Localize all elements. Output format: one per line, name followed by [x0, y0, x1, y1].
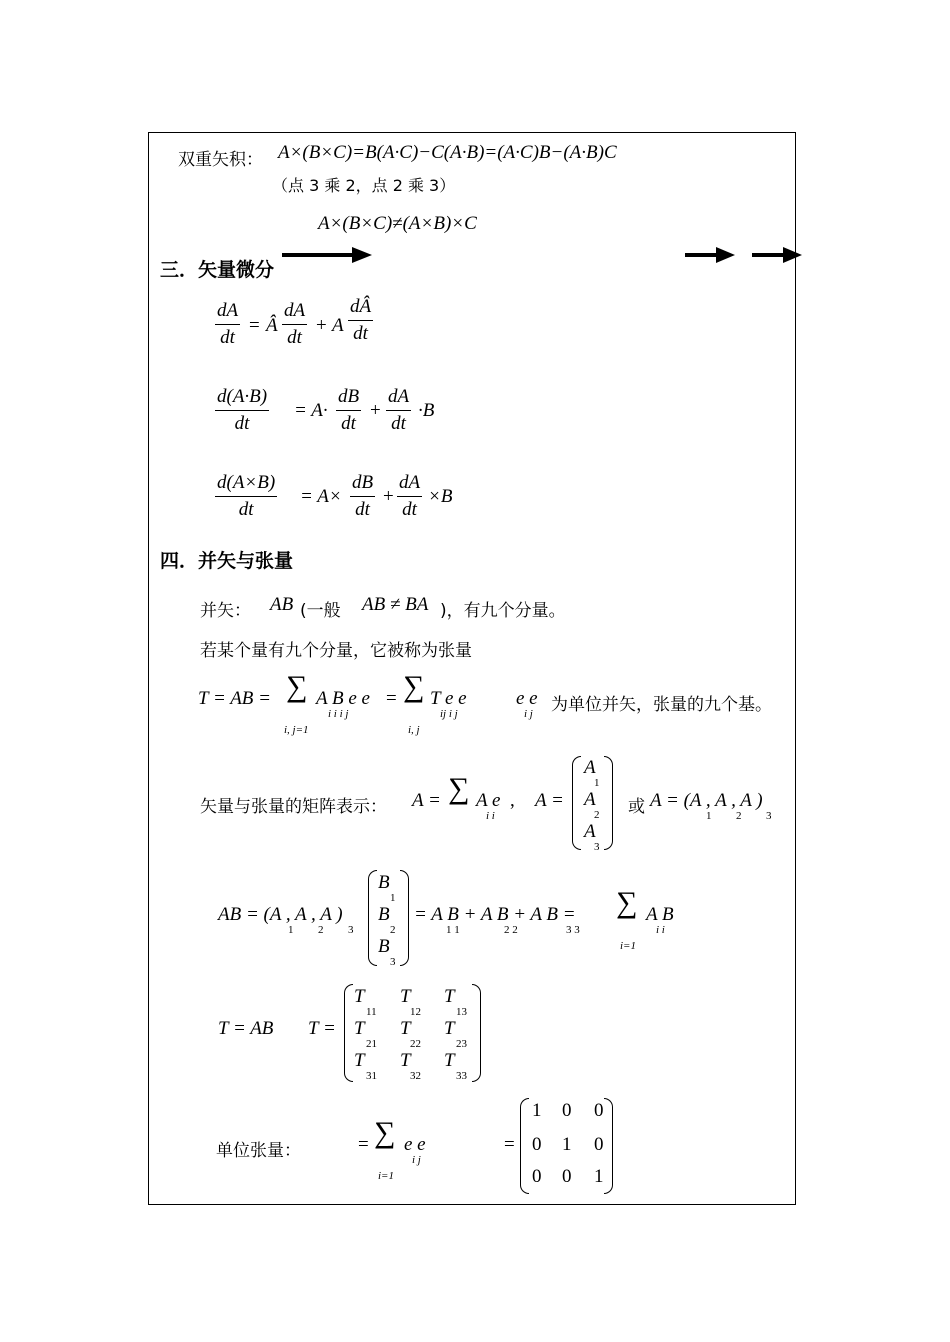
sigma-icon: ∑ — [374, 1116, 396, 1149]
eq2-frac1: dB dt — [338, 386, 360, 434]
t-cell: T — [354, 1018, 365, 1039]
a-sum-term: A e — [476, 790, 501, 811]
tensor-sentence: 若某个量有九个分量，它被称为张量 — [200, 641, 472, 661]
plus: + — [316, 315, 327, 336]
identity-cell: 0 — [562, 1166, 572, 1187]
subscript: 2 — [736, 810, 742, 822]
subscript: 31 — [366, 1070, 377, 1082]
subscripts: i i — [486, 810, 495, 822]
comma: , — [510, 790, 515, 811]
equals: = — [249, 315, 260, 336]
eq3-tail: ×B — [428, 486, 453, 507]
identity-cell: 0 — [532, 1166, 542, 1187]
a-col-lhs: A = — [535, 790, 564, 811]
t-cell: T — [354, 1050, 365, 1071]
sum-limit: i, j=1 — [284, 724, 309, 736]
a-hat: Â — [266, 315, 278, 336]
plus: + — [383, 486, 394, 507]
right-paren — [604, 1098, 613, 1194]
triple-label: 双重矢积： — [178, 150, 263, 170]
identity-cell: 1 — [562, 1134, 572, 1155]
ee-description: 为单位并矢，张量的九个基。 — [551, 695, 772, 715]
t-cell: T — [444, 986, 455, 1007]
arrow-right-icon — [683, 245, 738, 265]
t-eq-ab: T = AB — [218, 1018, 274, 1039]
identity-cell: 0 — [532, 1134, 542, 1155]
subscripts: i i — [656, 924, 665, 936]
subscript: 3 — [766, 810, 772, 822]
right-paren — [604, 756, 613, 850]
t-formula-d: T e e — [430, 688, 467, 709]
subscript: 32 — [410, 1070, 421, 1082]
equals: = — [386, 688, 397, 709]
t-lhs: T = — [308, 1018, 336, 1039]
equals: = — [504, 1134, 515, 1155]
sigma-icon: ∑ — [448, 772, 470, 805]
eq3-lhs: d(A×B) dt — [217, 472, 276, 520]
sigma-icon: ∑ — [286, 670, 308, 703]
eq2-tail: ·B — [418, 400, 435, 421]
subscripts: i i i j — [328, 708, 349, 720]
eq3-mid: = A× — [300, 486, 342, 507]
equals: = — [358, 1134, 369, 1155]
t-formula-a: T = AB = — [198, 688, 271, 709]
eq1-lhs: dA dt — [217, 300, 239, 348]
eq2-frac2: dA dt — [388, 386, 410, 434]
t-cell: T — [444, 1050, 455, 1071]
t-cell: T — [354, 986, 365, 1007]
subscripts: ij i j — [440, 708, 458, 720]
a-sum-lhs: A = — [412, 790, 441, 811]
dyad-inequality: AB ≠ BA — [362, 594, 429, 615]
identity-cell: 0 — [594, 1100, 604, 1121]
left-paren — [344, 984, 353, 1082]
unit-term: e e — [404, 1134, 426, 1155]
left-paren — [520, 1098, 529, 1194]
a-col-entry: A — [584, 821, 596, 842]
ab-lhs: AB = (A , A , A ) — [218, 904, 343, 925]
unit-label: 单位张量： — [216, 1141, 301, 1161]
eq3-frac2: dA dt — [399, 472, 421, 520]
section-3-heading: 三．矢量微分 — [160, 259, 275, 281]
arrow-right-icon — [750, 245, 805, 265]
subscript: 2 2 — [504, 924, 518, 936]
ee: e e — [516, 688, 538, 709]
ab-rhs: = A B + A B + A B = — [414, 904, 576, 925]
t-formula-b: A B e e — [316, 688, 370, 709]
b-col-entry: B — [378, 872, 390, 893]
subscripts: i j — [524, 708, 533, 720]
dyad-open: (一般 — [300, 601, 341, 621]
matrix-label: 矢量与张量的矩阵表示： — [200, 797, 387, 817]
subscript: 2 — [594, 809, 600, 821]
b-col-entry: B — [378, 904, 390, 925]
a-row: A = (A , A , A ) — [650, 790, 763, 811]
subscript: 33 — [456, 1070, 467, 1082]
left-paren — [368, 870, 377, 966]
subscript: 22 — [410, 1038, 421, 1050]
arrow-right-icon — [280, 245, 375, 265]
sum-limit: i=1 — [378, 1170, 394, 1182]
t-cell: T — [400, 1050, 411, 1071]
subscript: 1 — [594, 777, 600, 789]
b-col-entry: B — [378, 936, 390, 957]
a-col-entry: A — [584, 789, 596, 810]
triple-note: （点 3 乘 2，点 2 乘 3） — [272, 176, 456, 195]
triple-formula: A×(B×C)=B(A·C)−C(A·B)=(A·C)B−(A·B)C — [278, 142, 617, 163]
subscript: 3 — [348, 924, 354, 936]
eq2-mid: = A· — [294, 400, 328, 421]
subscript: 21 — [366, 1038, 377, 1050]
sigma-icon: ∑ — [616, 886, 638, 919]
section-4-heading: 四．并矢与张量 — [160, 550, 294, 572]
subscript: 1 — [288, 924, 294, 936]
dyad-close: )，有九个分量。 — [440, 601, 566, 621]
ab-sum-term: A B — [646, 904, 674, 925]
subscript: 2 — [390, 924, 396, 936]
triple-inequality: A×(B×C)≠(A×B)×C — [318, 213, 477, 234]
subscript: 13 — [456, 1006, 467, 1018]
subscripts: i j — [412, 1154, 421, 1166]
left-paren — [572, 756, 581, 850]
identity-cell: 1 — [532, 1100, 542, 1121]
t-cell: T — [400, 1018, 411, 1039]
or-label: 或 — [628, 797, 645, 817]
eq2-lhs: d(A·B) dt — [217, 386, 268, 434]
plus: + — [370, 400, 381, 421]
identity-cell: 1 — [594, 1166, 604, 1187]
subscript: 23 — [456, 1038, 467, 1050]
subscript: 1 1 — [446, 924, 460, 936]
sigma-icon: ∑ — [403, 670, 425, 703]
identity-cell: 0 — [594, 1134, 604, 1155]
identity-cell: 0 — [562, 1100, 572, 1121]
sum-limit: i, j — [408, 724, 420, 736]
subscript: 3 — [594, 841, 600, 853]
subscript: 1 — [706, 810, 712, 822]
eq1-frac2: dÂ dt — [350, 296, 372, 344]
right-paren — [400, 870, 409, 966]
subscript: 2 — [318, 924, 324, 936]
t-cell: T — [400, 986, 411, 1007]
dyad-ab: AB — [270, 594, 294, 615]
dyad-label: 并矢： — [200, 601, 251, 621]
subscript: 3 3 — [566, 924, 580, 936]
eq1-frac1: dA dt — [284, 300, 306, 348]
sum-limit: i=1 — [620, 940, 636, 952]
subscript: 11 — [366, 1006, 377, 1018]
a: A — [332, 315, 344, 336]
subscript: 1 — [390, 892, 396, 904]
a-col-entry: A — [584, 757, 596, 778]
subscript: 12 — [410, 1006, 421, 1018]
t-cell: T — [444, 1018, 455, 1039]
subscript: 3 — [390, 956, 396, 968]
right-paren — [472, 984, 481, 1082]
eq3-frac1: dB dt — [352, 472, 374, 520]
